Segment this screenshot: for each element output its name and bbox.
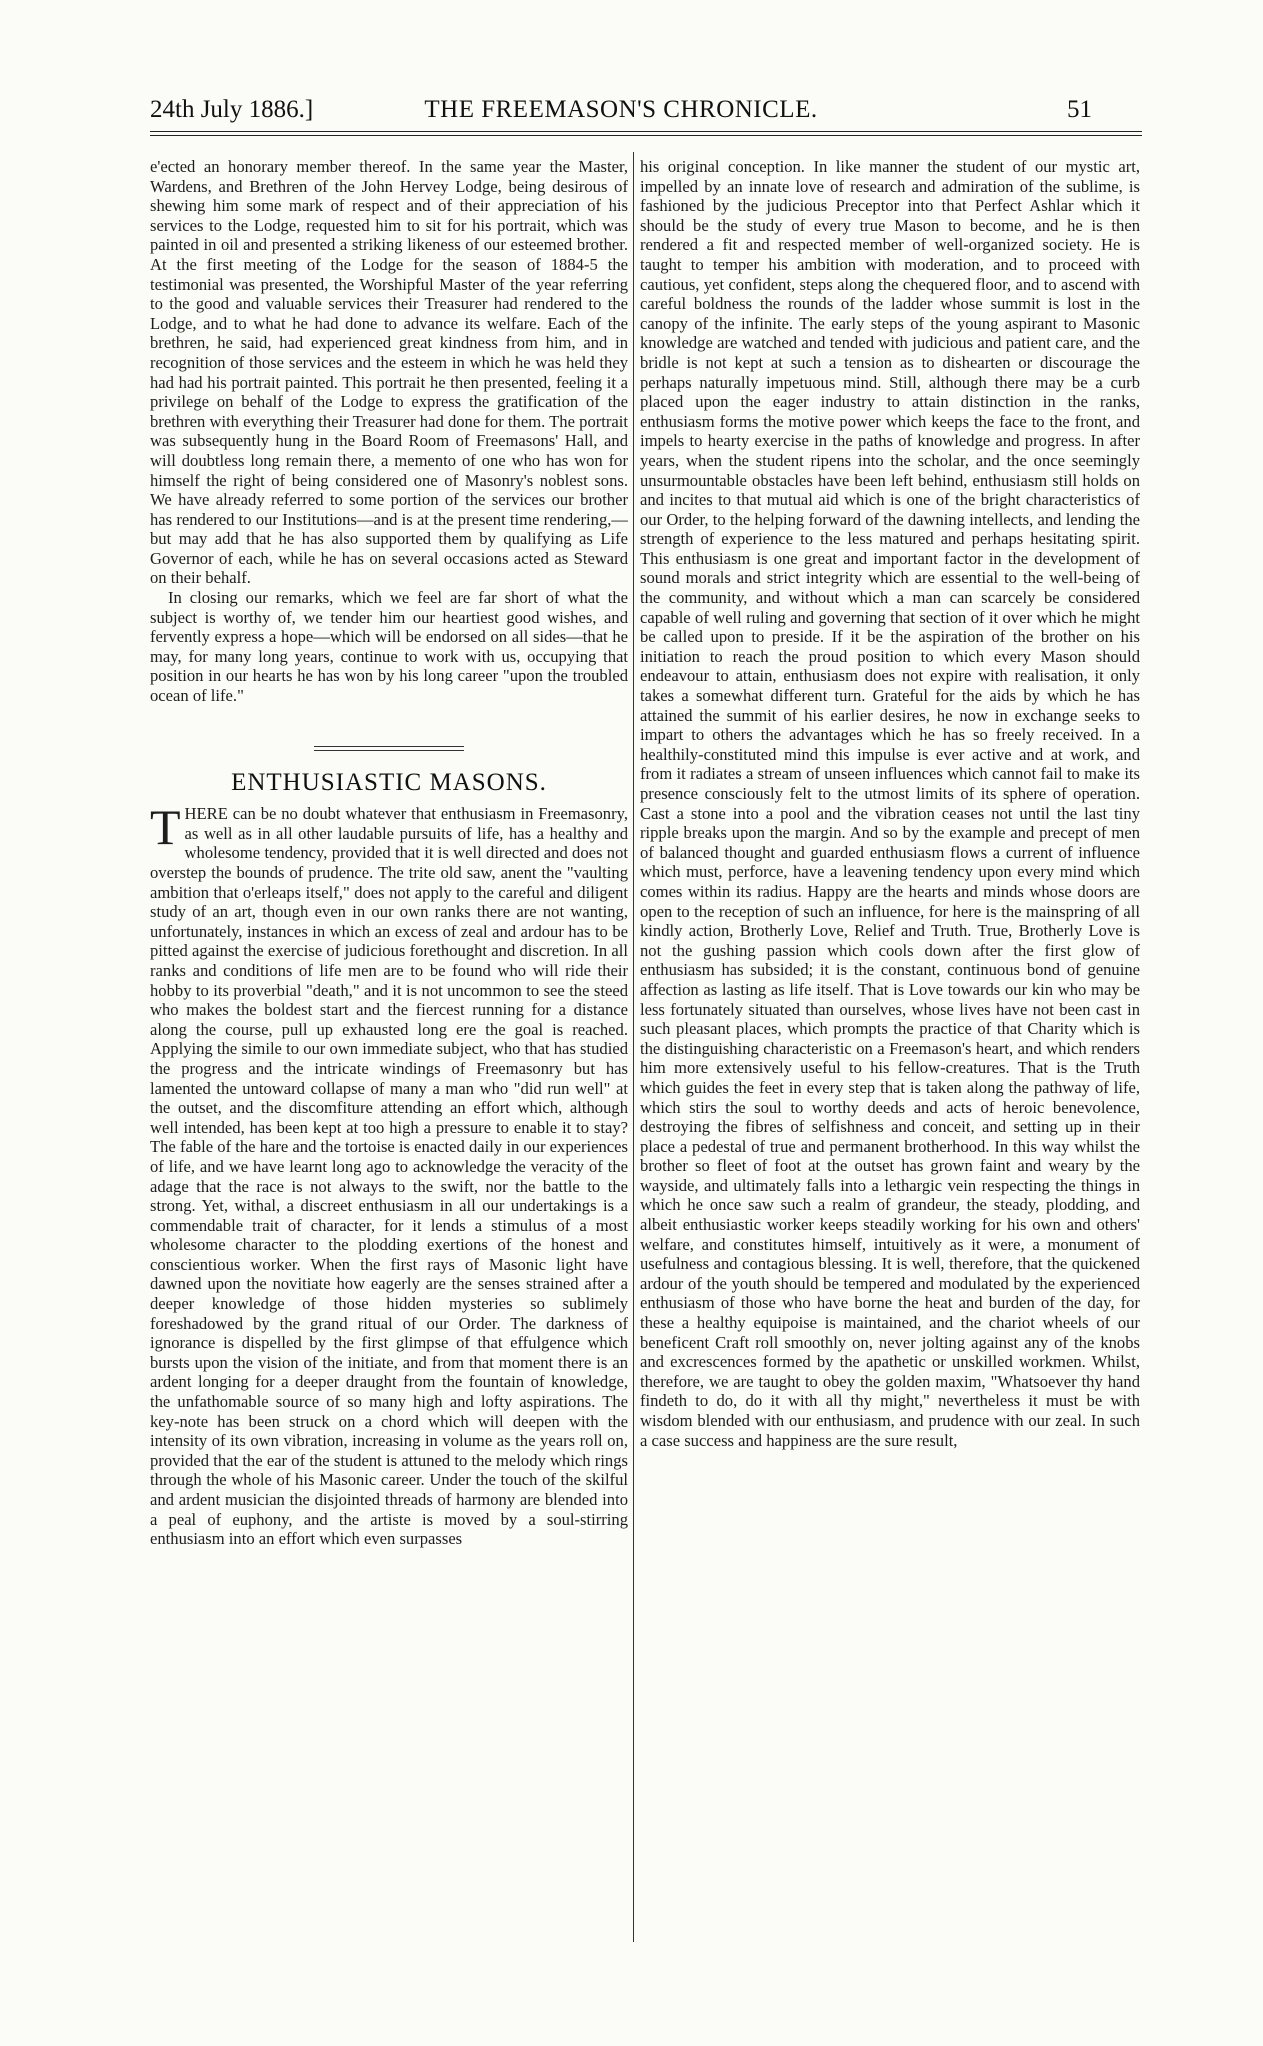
article-heading: ENTHUSIASTIC MASONS. [231,768,547,796]
header-rule-top [150,131,1142,132]
issue-date: 24th July 1886.] [150,96,314,123]
article-first-paragraph-text: HERE can be no doubt whatever that enthusiasm in Freemasonry, as well as in all other laudable pursuits of life, has a healthy and wholesome tendency, provided that it is well directed and does not overstep the bounds of prudence. The trite old saw, anent the "vaulting ambition that o'erleaps itself," does not apply to the careful and diligent study of an art, though even in our own ranks there are not wanting, unfortunately, instances in which an excess of zeal and ardour has to be pitted against the exercise of judicious forethought and discretion. In all ranks and conditions of life men are to be found who will ride their hobby to its proverbial "death," and it is not uncommon to see the steed who makes the boldest start and the fiercest running for a distance along the course, pull up exhausted long ere the goal is reached. Applying the simile to our own immediate subject, who that has studied the progress and the intricate windings of Freemasonry but has lamented the untoward collapse of many a man who "did run well" at the outset, and the discomfiture attending an effort which, although well intended, has been kept at too high a pressure to enable it to stay? The fable of the hare and the tortoise is enacted daily in our experiences of life, and we have learnt long ago to acknowledge the veracity of the adage that the race is not always to the swift, nor the battle to the strong. Yet, withal, a discreet enthusiasm in all our undertakings is a commendable trait of character, for it lends a stimulus of a most wholesome character to the plodding exertions of the honest and conscientious worker. When the first rays of Masonic light have dawned upon the novitiate how eagerly are the senses strained after a deeper knowledge of those hidden mysteries so sublimely foreshadowed by the grand ritual of our Order. The darkness of ignorance is dispelled by the first glimpse of that effulgence which bursts upon the vision of the initiate, and from that moment there is an ardent longing for a deeper draught from the fountain of knowledge, the unfathomable source of so many high and lofty aspirations. The key-note has been struck on a chord which will deepen with the intensity of its own vibration, increasing in volume as the years roll on, provided that the ear of the student is attuned to the melody which rings through the whole of his Masonic career. Under the touch of the skilful and ardent musician the disjointed threads of harmony are blended into a peal of euphony, and the artiste is moved by a soul-stirring enthusiasm into an effort which even surpasses [150,804,628,1549]
section-break-ornament [314,746,464,751]
column-divider [633,152,634,1942]
publication-title: THE FREEMASON'S CHRONICLE. [424,96,818,123]
article-continuation: his original conception. In like manner the student of our mystic art, impelled by an innate love of research and admiration of the sublime, is fashioned by the judicious Preceptor into that Perfect Ashlar which it should be the study of every true Mason to become, and he is then rendered a fit and respected member of well-organized society. He is taught to temper his ambition with moderation, and to proceed with cautious, yet confident, steps along the chequered floor, and to ascend with careful boldness the rounds of the ladder whose summit is lost in the canopy of the infinite. The early steps of the young aspirant to Masonic knowledge are watched and tended with judicious and patient care, and the bridle is not kept at such a tension as to dishearten or discourage the perhaps naturally impetuous mind. Still, although there may be a curb placed upon the eager industry to attain distinction in the ranks, enthusiasm forms the motive power which keeps the face to the front, and impels to hearty exercise in the paths of knowledge and progress. In after years, when the student ripens into the scholar, and the once seemingly unsurmountable obstacles have been left behind, enthusiasm still holds on and incites to that mutual aid which is one of the bright characteristics of our Order, to the helping forward of the dawning intellects, and lending the strength of experience to the less matured and perhaps hesitating spirit. This enthusiasm is one great and important factor in the development of sound morals and strict integrity which are essential to the well-being of the community, and without which a man can scarcely be considered capable of well ruling and governing that section of it over which he might be called upon to preside. If it be the aspiration of the brother on his initiation to reach the proud position to which every Mason should endeavour to attain, enthusiasm does not expire with realisation, it only takes a somewhat different turn. Grateful for the aids by which he has attained the summit of his earlier desires, he now in exchange seeks to impart to others the advantages which he has so freely received. In a healthily-constituted mind this impulse is ever active and at work, and from it radiates a stream of unseen influences which cannot fail to make its presence consciously felt to the utmost limits of its sphere of operation. Cast a stone into a pool and the vibration ceases not until the last tiny ripple breaks upon the margin. And so by the example and precept of men of balanced thought and guarded enthusiasm flows a current of influence which must, perforce, have a leavening tendency upon every mind which comes within its radius. Happy are the hearts and minds whose doors are open to the reception of such an influence, for here is the mainspring of all kindly action, Brotherly Love, Relief and Truth. True, Brotherly Love is not the gushing passion which cools down after the first glow of enthusiasm has subsided; it is the constant, continuous bond of genuine affection as lasting as life itself. That is Love towards our kin who may be less fortunately situated than ourselves, whose lives have not been cast in such pleasant places, which prompts the practice of that Charity which is the distinguishing characteristic on a Freemason's heart, and which renders him more extensively useful to his fellow-creatures. That is the Truth which guides the feet in every step that is taken along the pathway of life, which stirs the soul to worthy deeds and acts of heroic benevolence, destroying the fibres of selfishness and conceit, and setting up in their place a pedestal of true and permanent brotherhood. In this way whilst the brother so fleet of foot at the outset has grown faint and weary by the wayside, and ultimately falls into a lethargic vein respecting the things in which he once saw such a realm of grandeur, the steady, plodding, and albeit enthusiastic worker keeps steadily working for his own and others' welfare, and constitutes himself, intuitively as it were, a monument of usefulness and contagious blessing. It is well, therefore, that the quickened ardour of the youth should be tempered and modulated by the experienced enthusiasm of those who have borne the heat and burden of the day, for these a healthy equipoise is maintained, and the chariot wheels of our beneficent Craft roll smoothly on, never jolting against any of the knobs and excrescences formed by the apathetic or unskilled workmen. Whilst, therefore, we are taught to obey the golden maxim, "Whatsoever thy hand findeth to do, do it with all thy might," nevertheless it must be with wisdom blended with our enthusiasm, and prudence with our zeal. In such a case success and happiness are the sure result, [640,157,1140,1450]
masthead [150,96,1092,132]
drop-cap: T [150,799,181,856]
header-rule-bottom [150,135,1142,136]
left-column [150,157,628,1942]
article-first-paragraph [150,799,628,1549]
right-column [640,157,1140,1942]
intro-paragraph: e'ected an honorary member thereof. In the same year the Master, Wardens, and Brethren of the John Hervey Lodge, being desirous of shewing him some mark of respect and of their appreciation of his services to the Lodge, requested him to sit for his portrait, which was painted in oil and presented a striking likeness of our esteemed brother. At the first meeting of the Lodge for the season of 1884-5 the testimonial was presented, the Worshipful Master of the year referring to the good and valuable services their Treasurer had rendered to the Lodge, and to what he had done to advance its welfare. Each of the brethren, he said, had experienced great kindness from him, and in recognition of those services and the esteem in which he was held they had had his portrait painted. This portrait he then presented, feeling it a privilege on behalf of the Lodge to express the gratification of the brethren with everything their Treasurer had done for them. The portrait was subsequently hung in the Board Room of Freemasons' Hall, and will doubtless long remain there, a memento of one who has won for himself the right of being considered one of Masonry's noblest sons. We have already referred to some portion of the services our brother has rendered to our Institutions—and is at the present time rendering,—but may add that he has also supported them by qualifying as Life Governor of each, while he has on several occasions acted as Steward on their behalf. [150,157,628,588]
page-number: 51 [1067,96,1092,123]
intro-paragraph: In closing our remarks, which we feel are far short of what the subject is worthy of, we tender him our heartiest good wishes, and fervently express a hope—which will be endorsed on all sides—that he may, for many long years, continue to work with us, occupying that position in our hearts he has won by his long career "upon the troubled ocean of life." [150,588,628,706]
